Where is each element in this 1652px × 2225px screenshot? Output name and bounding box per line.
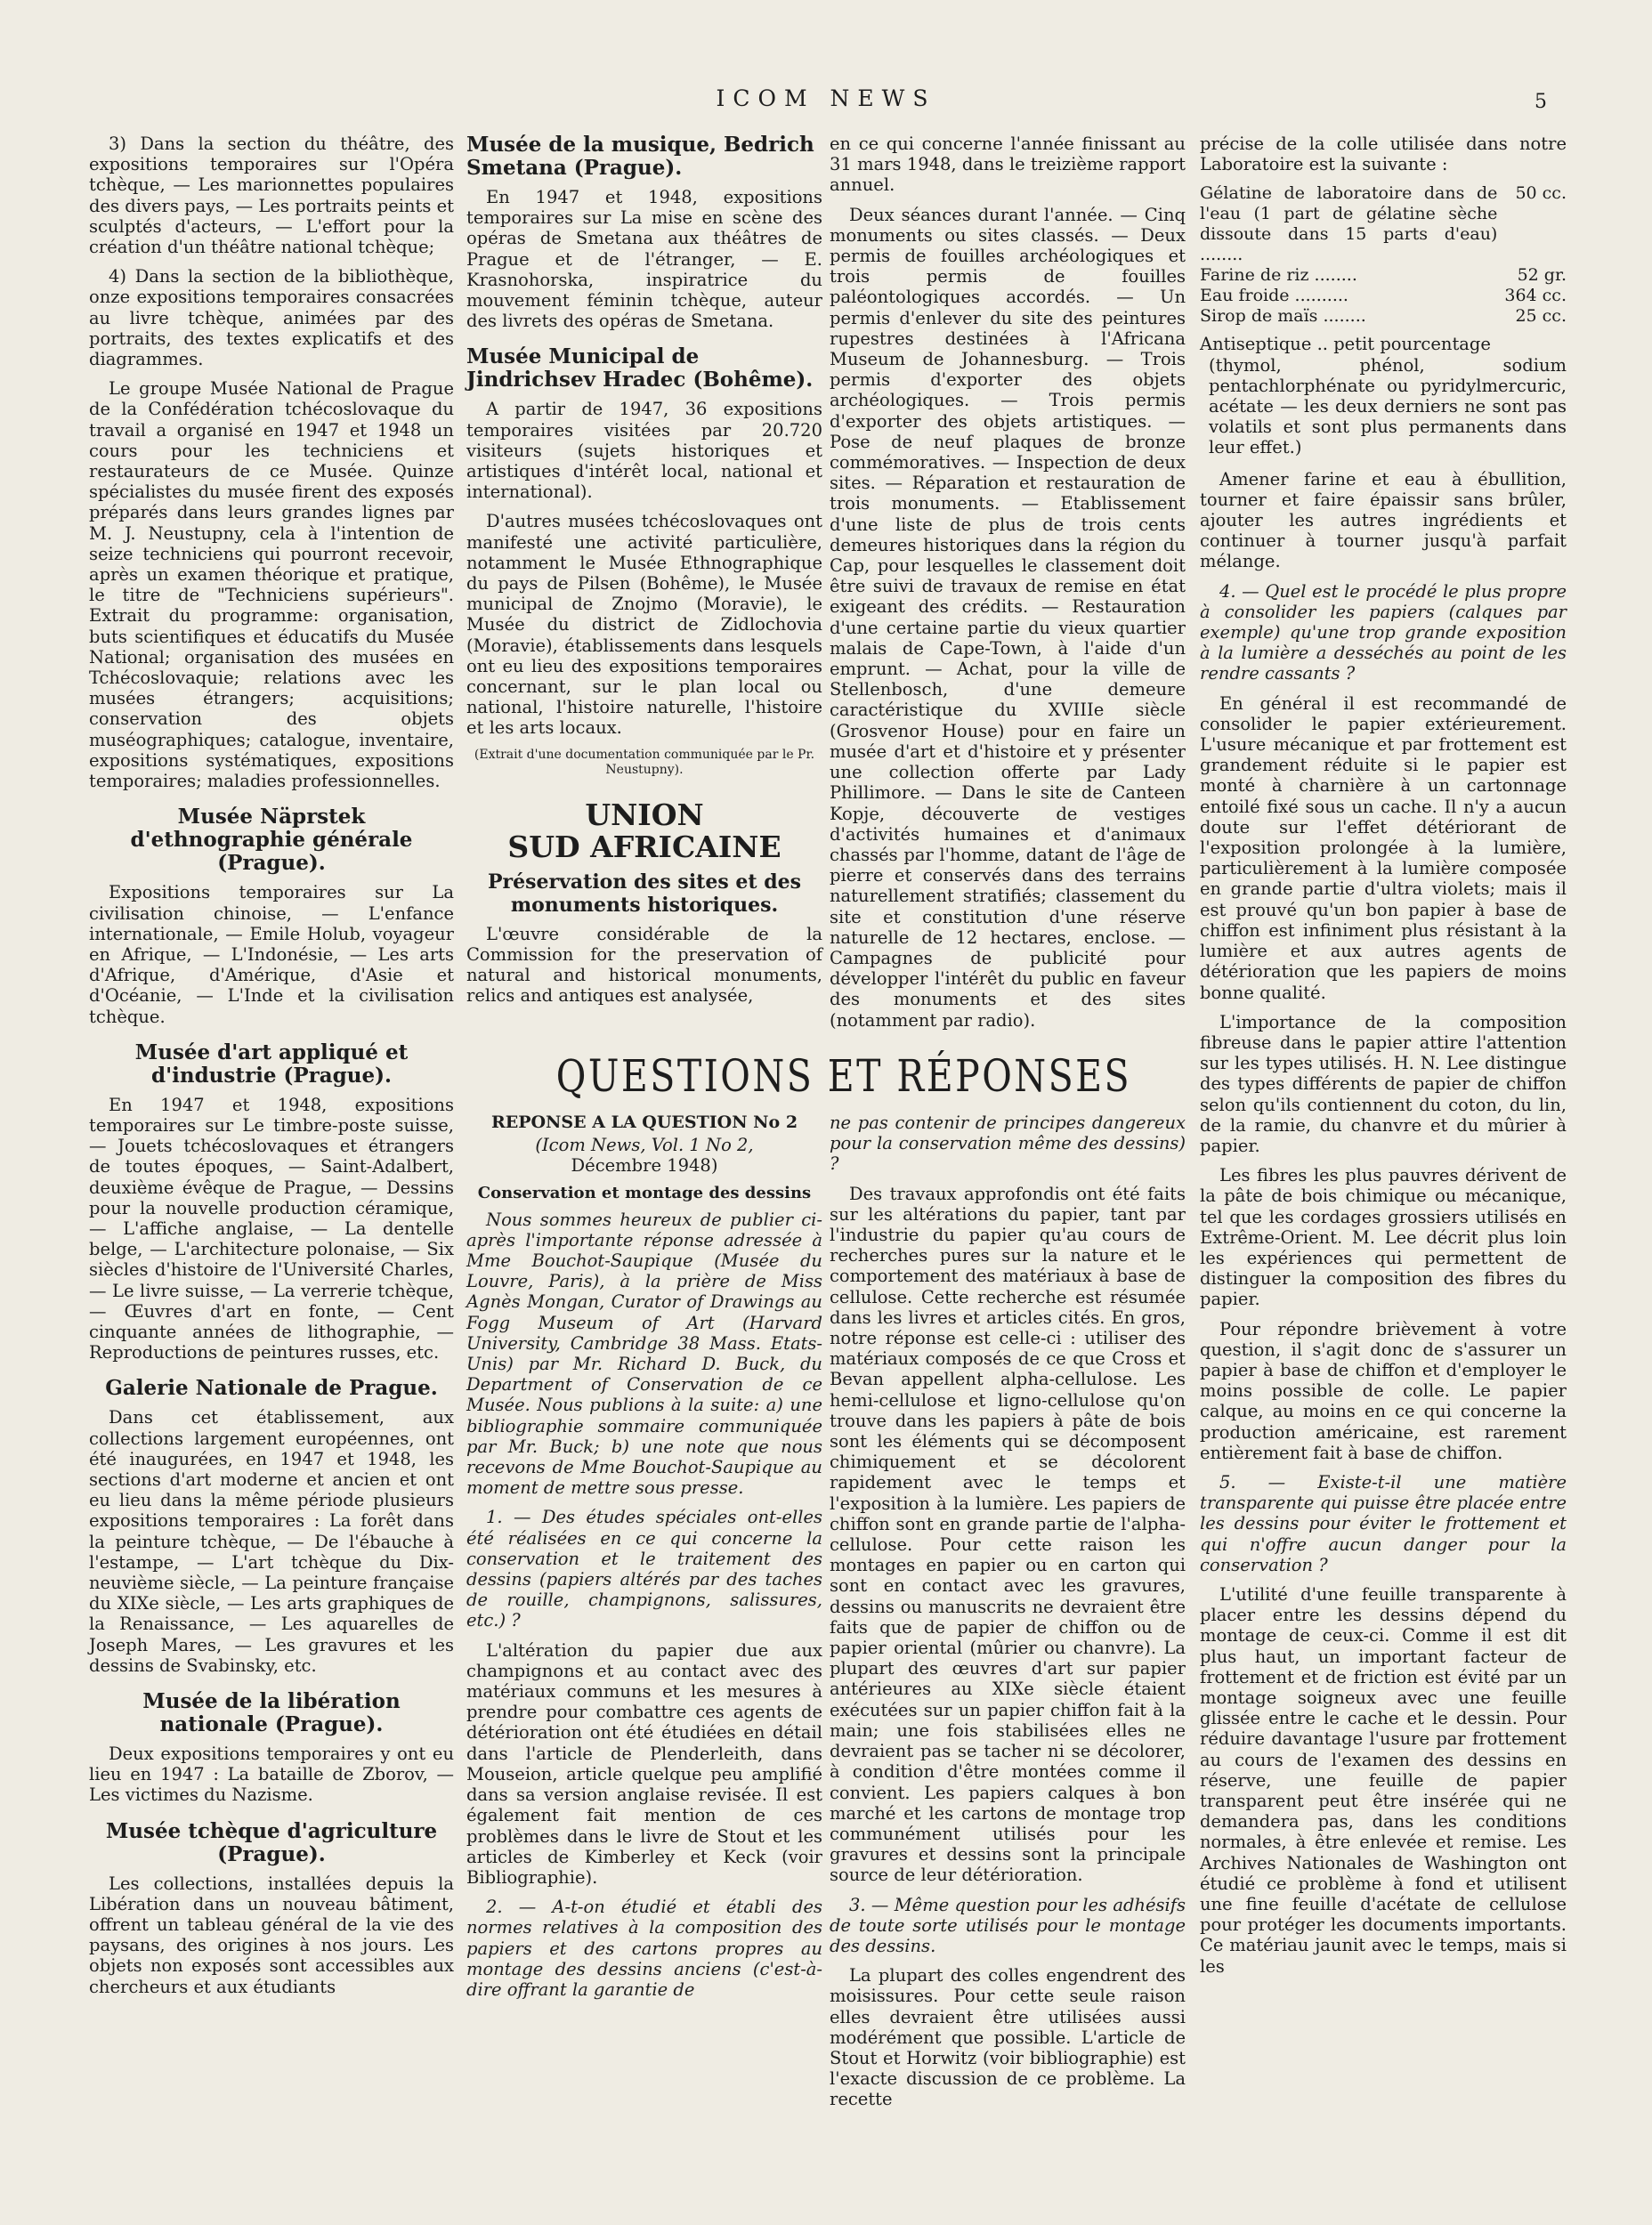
recipe-ingredient: Gélatine de laboratoire dans de l'eau (1 part de gélatine sèche dissoute dans 15 parts d'eau) ........ bbox=[1200, 183, 1498, 265]
paragraph-annee: en ce qui concerne l'année finissant au 31 mars 1948, dans le treizième rapport annuel. bbox=[830, 134, 1186, 196]
recipe-ingredient: Sirop de maïs ........ bbox=[1200, 306, 1366, 327]
paragraph-alteration: L'altération du papier due aux champignons et au contact avec des matériaux communs et les mesures à prendre pour combattre ces agents de détérioration ont été étudiées en détail dans l'article de Plenderleith, dans Mouseion, article quelque peu amplifié dans sa version anglaise revisée. Il est également fait mention de ces problèmes dans le livre de Stout et les articles de Kimberley et Keck (voir Bibliographie). bbox=[466, 1639, 822, 1888]
masthead: ICOM NEWS bbox=[716, 85, 936, 111]
paragraph-general: En général il est recommandé de consolider le papier extérieurement. L'usure mécanique et par frottement est grandement réduite si le papier est monté à charnière à un cartonnage entoilé fixé sous un cache. Il n'y a aucun doute sur l'effet détériorant de l'exposition prolongée à la lumière, particulièrement à la lumière composée en grande partie d'ultra violets; mais il est prouvé qu'un bon papier à base de chiffon est infiniment plus résistant à la lumière et aux autres agents de détérioration que les papiers de moins bonne qualité. bbox=[1200, 692, 1567, 1003]
recipe-table bbox=[1200, 183, 1567, 327]
subheading-preservation: Préservation des sites et des monuments historiques. bbox=[488, 870, 801, 917]
heading-jindrich: Musée Municipal de Jindrichsev Hradec (Bohême). bbox=[466, 344, 814, 392]
reponse-reference: (Icom News, Vol. 1 No 2, bbox=[535, 1135, 754, 1156]
heading-art-applique: Musée d'art appliqué et d'industrie (Prague). bbox=[134, 1040, 409, 1088]
paragraph-colles: La plupart des colles engendrent des moisissures. Pour cette seule raison elles devraient être utilisées aussi modérément que possible. L'article de Stout et Horwitz (voir bibliographie) est l'exacte discussion de ce problème. La recette bbox=[830, 1965, 1186, 2110]
section-title-union bbox=[466, 799, 822, 863]
antiseptique-text: (thymol, phénol, sodium pentachlorphénate ou pyridylmercuric, acétate — les deux derniers ne sont pas volatils et sont plus permanents dans leur effet.) bbox=[1209, 354, 1567, 458]
heading-musique: Musée de la musique, Bedrich Smetana (Prague). bbox=[466, 133, 814, 180]
paragraph-travaux: Des travaux approfondis ont été faits sur les altérations du papier, tant par l'industrie du papier qu'au cours de recherches pures sur la nature et le comportement des matériaux à base de cellulose. Cette recherche est résumée dans les livres et articles cités. En gros, notre réponse est celle-ci : utiliser des matériaux composés de ce que Cross et Bevan appellent alpha-cellulose. Les hemi-cellulose et ligno-cellulose qu'on trouve dans les papiers à pâte de bois sont les éléments qui se décomposent chimiquement et se décolorent rapidement avec le temps et l'exposition à la lumière. Les papiers de chiffon sont en grande partie de l'alpha-cellulose. Pour cette raison les montages en papier ou en carton qui sont en contact avec les gravures, dessins ou manuscrits ne devraient être faits que de papier de chiffon ou de papier oriental (mûrier ou chanvre). La plupart des œuvres d'art sur papier antérieures au XIXe siècle étaient exécutées sur un papier chiffon fait à la main; une fois stabilisées elles ne devraient pas se tacher ni se décolorer, à condition d'être montées comme il convient. Les papiers calques à bon marché et les cartons de montage trop communément utilisés pour les gravures et dessins sont la principale source de leur détérioration. bbox=[830, 1183, 1186, 1886]
paragraph-amener: Amener farine et eau à ébullition, tourner et faire épaissir sans brûler, ajouter les autres ingrédients et continuer à tourner jusqu'à parfait mélange. bbox=[1200, 468, 1567, 572]
page-header bbox=[0, 85, 1652, 121]
paragraph-bibliotheque: 4) Dans la section de la bibliothèque, onze expositions temporaires consacrées au livre tchèque, animées par des portraits, des textes explicatifs et des diagrammes. bbox=[89, 266, 454, 370]
paragraph-autres-musees: D'autres musées tchécoslovaques ont manifesté une activité particulière, notamment le Musée Ethnographique du pays de Pilsen (Bohême), le Musée municipal de Znojmo (Moravie), le Musée du district de Zidlochovia (Moravie), établissements dans lesquels ont eu lieu des expositions temporaires concernant, sur le plan local ou national, l'histoire naturelle, l'histoire et les arts locaux. bbox=[466, 511, 822, 739]
paragraph-seances: Deux séances durant l'année. — Cinq monuments ou sites classés. — Deux permis de fouilles archéologiques et trois permis de fouilles paléontologiques accordés. — Un permis d'enlever du site des peintures rupestres destinées à l'Africana Museum de Johannesburg. — Trois permis d'exporter des objets archéologiques. — Trois permis d'exporter des objets artistiques. — Pose de neuf plaques de bronze commémoratives. — Inspection de deux sites. — Réparation et restauration de trois monuments. — Etablissement d'une liste de plus de trois cents demeures historiques dans la région du Cap, pour lesquelles le classement doit être suivi de travaux de remise en état exigeant des crédits. — Restauration d'une certaine partie du vieux quartier malais de Cape-Town, à l'aide d'un emprunt. — Achat, pour la ville de Stellenbosch, d'une demeure caractéristique du XVIIIe siècle (Grosvenor House) pour en faire un musée d'art et d'histoire et y présenter une collection offerte par Lady Phillimore. — Dans le site de Canteen Kopje, découverte de vestiges d'activités humaines et d'animaux chassés par l'homme, datant de l'âge de pierre et conservés dans des terrains naturellement stratifiés; classement du site et constitution d'une réserve naturelle de 12 hectares, enclose. — Campagnes de publicité pour développer l'intérêt du public en faveur des monuments et des sites (notamment par radio). bbox=[830, 204, 1186, 1031]
heading-agriculture: Musée tchèque d'agriculture (Prague). bbox=[105, 1818, 438, 1866]
paragraph-art-applique: En 1947 et 1948, expositions temporaires sur Le timbre-poste suisse, — Jouets tchécoslovaques et étrangers de toutes époques, — Saint-Adalbert, deuxième évêque de Prague, — Dessins pour la nouvelle production céramique, — L'affiche anglaise, — La dentelle belge, — L'architecture polonaise, — Six siècles d'histoire de l'Université Charles, — Le livre suisse, — La verrerie tchèque, — Œuvres d'art en fonte, — Cent cinquante années de lithographie, — Reproductions de peintures russes, etc. bbox=[89, 1094, 454, 1363]
antiseptique-note bbox=[1200, 334, 1567, 457]
qa-column-2 bbox=[830, 1112, 1186, 2119]
paragraph-theatre: 3) Dans la section du théâtre, des expositions temporaires sur l'Opéra tchèque, — Les marionnettes populaires des divers pays, — Les portraits peints et sculptés d'acteurs, — L'effort pour la création d'un théâtre national tchèque; bbox=[89, 134, 454, 258]
paragraph-intro: Nous sommes heureux de publier ci-après l'importante réponse adressée à Mme Bouchot-Saupique (Musée du Louvre, Paris), à la prière de Miss Agnès Mongan, Curator of Drawings au Fogg Museum of Art (Harvard University, Cambridge 38 Mass. Etats-Unis) par Mr. Richard D. Buck, du Department of Conservation de ce Musée. Nous publions à la suite: a) une bibliographie sommaire communiquée par Mr. Buck; b) une note que nous recevons de Mme Bouchot-Saupique au moment de mettre sous presse. bbox=[466, 1209, 822, 1499]
paragraph-fibres: Les fibres les plus pauvres dérivent de la pâte de bois chimique ou mécanique, tel que les cordages grossiers utilisés en Extrême-Orient. M. Lee décrit plus loin les expériences qui permettent de distinguer la composition des fibres du papier. bbox=[1200, 1165, 1567, 1310]
recipe-row bbox=[1200, 183, 1567, 265]
paragraph-utilite: L'utilité d'une feuille transparente à placer entre les dessins dépend du montage de ceux-ci. Comme il est dit plus haut, un important facteur de frottement et de friction est évité par un montage soigneux avec une feuille glissée entre le cache et le dessin. Pour réduire davantage l'usure par frottement au cours de l'examen des dessins en réserve, une feuille de papier transparent peut être insérée qui ne demandera pas, dans les conditions normales, à être enlevée et remise. Les Archives Nationales de Washington ont étudié ce problème à fond et utilisent une fine feuille d'acétate de cellulose pour protéger les documents importants. Ce matériau jaunit avec le temps, mais si les bbox=[1200, 1583, 1567, 1977]
question-2-end: ne pas contenir de principes dangereux pour la conservation même des dessins) ? bbox=[830, 1112, 1186, 1175]
antiseptique-label: Antiseptique .. petit pourcentage bbox=[1200, 334, 1491, 355]
recipe-ingredient: Eau froide .......... bbox=[1200, 286, 1348, 306]
recipe-quantity: 364 cc. bbox=[1504, 286, 1567, 306]
column-4 bbox=[1200, 134, 1567, 1986]
reponse-heading: REPONSE A LA QUESTION No 2 bbox=[490, 1112, 798, 1132]
column-1 bbox=[89, 134, 454, 2006]
recipe-row bbox=[1200, 286, 1567, 306]
paragraph-musique: En 1947 et 1948, expositions temporaires sur La mise en scène des opéras de Smetana aux théâtres de Prague et de l'étranger, — E. Krasnohorska, inspiratrice du mouvement féminin tchèque, auteur des livrets des opéras de Smetana. bbox=[466, 187, 822, 332]
heading-liberation: Musée de la libération nationale (Prague). bbox=[142, 1689, 401, 1736]
source-note: (Extrait d'une documentation communiquée par le Pr. Neustupny). bbox=[474, 747, 815, 777]
heading-naprstek: Musée Näprstek d'ethnographie générale (Prague). bbox=[130, 805, 413, 876]
questions-reponses-banner: QUESTIONS ET RÉPONSES bbox=[555, 1050, 1132, 1102]
recipe-row bbox=[1200, 265, 1567, 286]
section-title-line-2: SUD AFRICAINE bbox=[507, 829, 781, 864]
paragraph-groupe: Le groupe Musée National de Prague de la Confédération tchécoslovaque du travail a organisé en 1947 et 1948 un cours pour les techniciens et restaurateurs de ce Musée. Quinze spécialistes du musée firent des exposés préparés dans leurs grandes lignes par M. J. Neustupny, cela à l'intention de seize techniciens qui pourront recevoir, après un examen théorique et pratique, le titre de "Techniciens supérieurs". Extrait du programme: organisation, buts scientifiques et éducatifs du Musée National; organisation des musées en Tchécoslovaquie; relations avec les musées étrangers; acquisitions; conservation des objets muséographiques; catalogue, inventaire, expositions systématiques, expositions temporaires; maladies professionnelles. bbox=[89, 378, 454, 792]
recipe-quantity: 25 cc. bbox=[1515, 306, 1567, 327]
question-5: 5. — Existe-t-il une matière transparente qui puisse être placée entre les dessins pour éviter le frottement et qui n'offre aucun danger pour la conservation ? bbox=[1200, 1471, 1567, 1575]
paragraph-precise: précise de la colle utilisée dans notre Laboratoire est la suivante : bbox=[1200, 134, 1567, 175]
question-3: 3. — Même question pour les adhésifs de toute sorte utilisés pour le montage des dessins. bbox=[830, 1894, 1186, 1956]
question-4: 4. — Quel est le procédé le plus propre à consolider les papiers (calques par exemple) qu'une trop grande exposition à la lumière a desséchés au point de les rendre cassants ? bbox=[1200, 580, 1567, 684]
recipe-quantity: 50 cc. bbox=[1515, 183, 1567, 204]
paragraph-jindrich: A partir de 1947, 36 expositions temporaires visitées par 20.720 visiteurs (sujets historiques et artistiques d'intérêt local, national et international). bbox=[466, 399, 822, 503]
paragraph-liberation: Deux expositions temporaires y ont eu lieu en 1947 : La bataille de Zborov, — Les victimes du Nazisme. bbox=[89, 1744, 454, 1806]
column-2 bbox=[466, 134, 822, 1050]
paragraph-naprstek: Expositions temporaires sur La civilisation chinoise, — L'enfance internationale, — Emile Holub, voyageur en Afrique, — L'Indonésie, — Les arts d'Afrique, d'Amérique, d'Asie et d'Océanie, — L'Inde et la civilisation tchèque. bbox=[89, 882, 454, 1027]
paragraph-oeuvre: L'œuvre considérable de la Commission for the preservation of natural and historical monuments, relics and antiques est analysée, bbox=[466, 923, 822, 1007]
paragraph-agriculture: Les collections, installées depuis la Libération dans un nouveau bâtiment, offrent un tableau général de la vie des paysans, des origines à nos jours. Les objets non exposés sont accessibles aux chercheurs et aux étudiants bbox=[89, 1873, 454, 1997]
reponse-date: Décembre 1948) bbox=[571, 1155, 718, 1177]
qa-column-1 bbox=[466, 1112, 822, 2009]
question-2: 2. — A-t-on étudié et établi des normes relatives à la composition des papiers et des cartons propres au montage des dessins anciens (c'est-à-dire offrant la garantie de bbox=[466, 1897, 822, 2000]
paragraph-importance: L'importance de la composition fibreuse dans le papier attire l'attention sur les types utilisés. H. N. Lee distingue des types différents de papier de chiffon selon qu'ils contiennent du coton, du lin, de la ramie, du chanvre et du mûrier à papier. bbox=[1200, 1011, 1567, 1156]
section-title-line-1: UNION bbox=[585, 797, 704, 832]
reponse-subheading: Conservation et montage des dessins bbox=[477, 1183, 812, 1202]
heading-galerie-nationale: Galerie Nationale de Prague. bbox=[105, 1376, 438, 1401]
recipe-quantity: 52 gr. bbox=[1517, 265, 1567, 286]
recipe-row bbox=[1200, 306, 1567, 327]
page-number: 5 bbox=[1535, 91, 1547, 113]
question-1: 1. — Des études spéciales ont-elles été réalisées en ce qui concerne la conservation et le traitement des dessins (papiers altérés par des taches de rouille, champignons, salissures, etc.) ? bbox=[466, 1507, 822, 1631]
column-3 bbox=[830, 134, 1186, 1050]
recipe-ingredient: Farine de riz ........ bbox=[1200, 265, 1357, 286]
paragraph-galerie-nationale: Dans cet établissement, aux collections largement européennes, ont été inaugurées, en 1947 et 1948, les sections d'art moderne et ancien et ont eu lieu dans la même période plusieurs expositions temporaires : La forêt dans la peinture tchèque, — De l'ébauche à l'estampe, — L'art tchèque du Dix-neuvième siècle, — La peinture française du XIXe siècle, — Les arts graphiques de la Renaissance, — Les aquarelles de Joseph Mares, — Les gravures et les dessins de Svabinsky, etc. bbox=[89, 1407, 454, 1676]
paragraph-repondre: Pour répondre brièvement à votre question, il s'agit donc de s'assurer un papier à base de chiffon et d'employer le moins possible de colle. Le papier calque, au moins en ce qui concerne la production américaine, est rarement entièrement fait à base de chiffon. bbox=[1200, 1318, 1567, 1463]
